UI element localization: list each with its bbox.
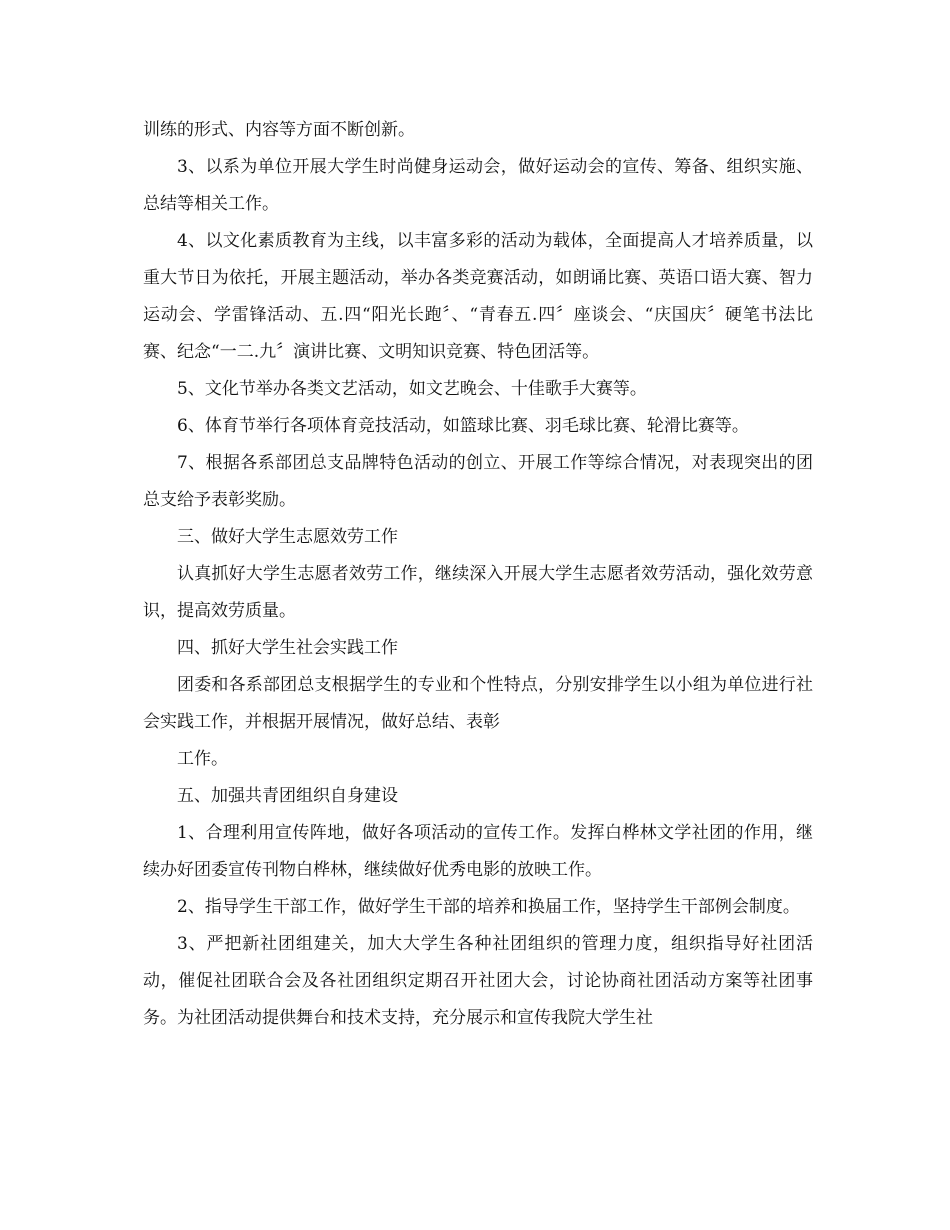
paragraph-continuation: 训练的形式、内容等方面不断创新。	[143, 120, 415, 140]
paragraph-item-3: 3、以系为单位开展大学生时尚健身运动会，做好运动会的宣传、筹备、组织实施、总结等相关工作。	[143, 157, 813, 214]
document-body	[143, 112, 813, 1037]
paragraph-item-4: 4、以文化素质教育为主线，以丰富多彩的活动为载体，全面提高人才培养质量，以重大节日为依托，开展主题活动，举办各类竞赛活动，如朗诵比赛、英语口语大赛、智力运动会、学雷锋活动、五.四“阳光长跑〞、“青春五.四〞座谈会、“庆国庆〞硬笔书法比赛、纪念“一二.九〞演讲比赛、文明知识竞赛、特色团活等。	[143, 231, 813, 362]
paragraph-build-1: 1、合理利用宣传阵地，做好各项活动的宣传工作。发挥白桦林文学社团的作用，继续办好团委宣传刊物白桦林，继续做好优秀电影的放映工作。	[143, 823, 813, 880]
paragraph-item-5: 5、文化节举办各类文艺活动，如文艺晚会、十佳歌手大赛等。	[177, 379, 647, 399]
section-heading-3: 三、做好大学生志愿效劳工作	[177, 527, 398, 547]
section-heading-4: 四、抓好大学生社会实践工作	[177, 638, 398, 658]
paragraph-item-7: 7、根据各系部团总支品牌特色活动的创立、开展工作等综合情况，对表现突出的团总支给予表彰奖励。	[143, 453, 813, 510]
paragraph-item-6: 6、体育节举行各项体育竞技活动，如篮球比赛、羽毛球比赛、轮滑比赛等。	[177, 416, 749, 436]
paragraph-build-2: 2、指导学生干部工作，做好学生干部的培养和换届工作，坚持学生干部例会制度。	[177, 897, 800, 917]
paragraph-build-3: 3、严把新社团组建关，加大大学生各种社团组织的管理力度，组织指导好社团活动，催促社团联合会及各社团组织定期召开社团大会，讨论协商社团活动方案等社团事务。为社团活动提供舞台和技术支持，充分展示和宣传我院大学生社	[143, 934, 813, 1028]
paragraph-volunteer: 认真抓好大学生志愿者效劳工作，继续深入开展大学生志愿者效劳活动，强化效劳意识，提高效劳质量。	[143, 564, 813, 621]
section-heading-5: 五、加强共青团组织自身建设	[177, 786, 398, 806]
paragraph-practice: 团委和各系部团总支根据学生的专业和个性特点，分别安排学生以小组为单位进行社会实践工作，并根据开展情况，做好总结、表彰	[143, 675, 813, 732]
paragraph-practice-tail: 工作。	[177, 749, 228, 769]
